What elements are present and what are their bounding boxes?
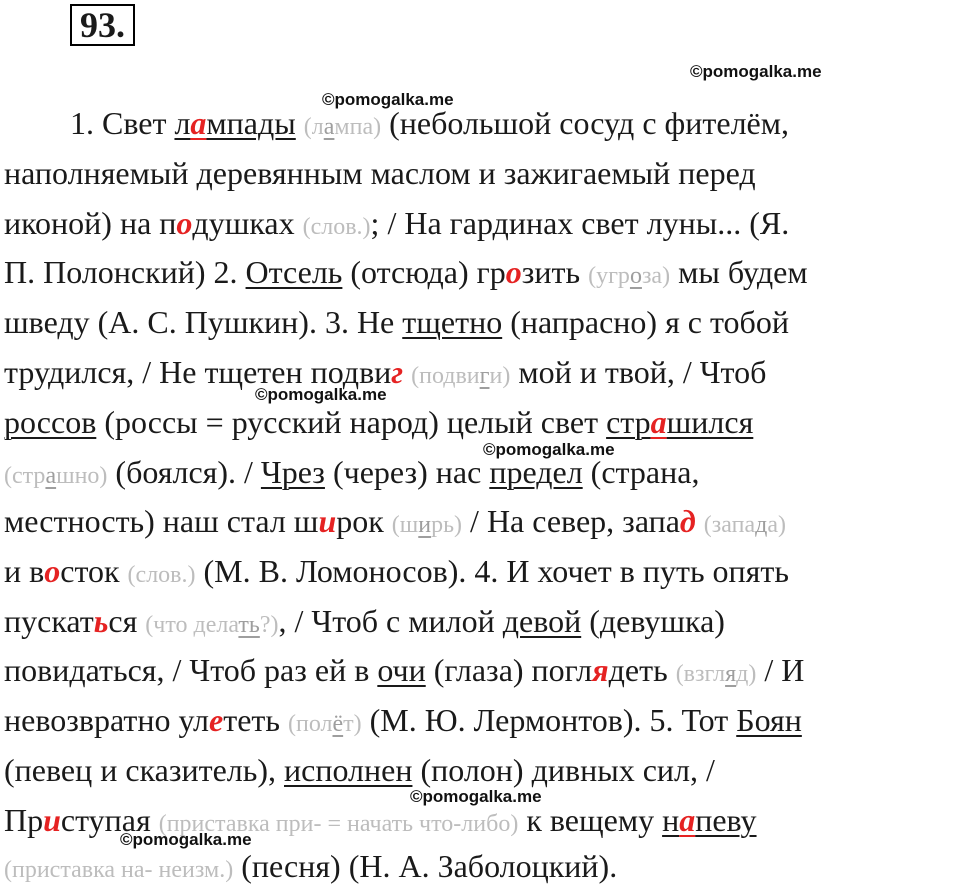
- hint-text: за): [641, 263, 671, 289]
- highlighted-letter: и: [43, 802, 61, 838]
- text-segment: сток: [60, 553, 128, 589]
- text-line: [4, 601, 725, 645]
- hint-text: (угр: [588, 263, 630, 289]
- hint-text: т): [343, 711, 362, 737]
- text-segment: (небольшой сосуд с фителём,: [381, 105, 789, 141]
- highlighted-letter: а: [679, 802, 696, 838]
- text-segment: и в: [4, 553, 45, 589]
- hint-text: (запа: [703, 512, 756, 538]
- underlined-word: россов: [4, 404, 97, 440]
- highlighted-letter: о: [505, 254, 522, 290]
- text-line: [4, 153, 756, 193]
- underlined-word: мпады: [206, 105, 296, 141]
- hint-text: д: [755, 512, 768, 538]
- text-line: [4, 252, 808, 296]
- text-segment: (отсюда) гр: [342, 254, 506, 290]
- watermark: ©pomogalka.me: [120, 830, 252, 849]
- hint-text: (приставка при- = начать что-либо): [158, 811, 519, 837]
- text-segment: (россы = русский народ) целый свет: [96, 404, 607, 440]
- highlighted-letter: ь: [93, 603, 109, 639]
- hint-text: (ш: [391, 512, 419, 538]
- hint-text: (л: [303, 114, 324, 140]
- watermark: ©pomogalka.me: [410, 787, 542, 806]
- hint-text: шно): [56, 463, 108, 489]
- hint-text: ть: [238, 612, 260, 638]
- underlined-word: л: [174, 105, 191, 141]
- text-segment: деть: [608, 652, 676, 688]
- hint-text: д): [736, 661, 757, 687]
- hint-text: а: [45, 463, 57, 489]
- hint-text: и): [489, 363, 511, 389]
- highlighted-letter: а: [650, 404, 667, 440]
- text-segment: Пр: [4, 802, 44, 838]
- text-line: [4, 452, 699, 496]
- text-line: [4, 501, 786, 545]
- text-segment: невозвратно ул: [4, 702, 210, 738]
- text-segment: пускат: [4, 603, 94, 639]
- highlighted-letter: о: [176, 205, 193, 241]
- text-segment: (полон) дивных сил, /: [412, 752, 715, 788]
- text-segment: (М. В. Ломоносов). 4. И хочет в путь опять: [195, 553, 789, 589]
- text-segment: , / Чтоб с милой: [278, 603, 503, 639]
- watermark: ©pomogalka.me: [690, 62, 822, 81]
- hint-text: ?): [259, 612, 279, 638]
- underlined-word: Чрез: [260, 454, 325, 490]
- text-segment: (М. Ю. Лермонтов). 5. Тот: [361, 702, 737, 738]
- text-segment: (девушка): [581, 603, 725, 639]
- underlined-word: девой: [502, 603, 582, 639]
- underlined-word: предел: [489, 454, 583, 490]
- text-segment: повидаться, / Чтоб раз ей в: [4, 652, 378, 688]
- hint-text: мпа): [334, 114, 382, 140]
- text-segment: мой и твой, / Чтоб: [510, 354, 767, 390]
- hint-text: ё: [332, 711, 344, 737]
- text-segment: [296, 105, 304, 141]
- text-segment: (песня) (Н. А. Заболоцкий).: [233, 848, 618, 884]
- highlighted-letter: д: [679, 503, 696, 539]
- text-segment: наполняемый деревянным маслом и зажигаемый перед: [4, 155, 756, 191]
- text-segment: (напрасно) я с тобой: [502, 304, 789, 340]
- text-segment: ступая: [60, 802, 159, 838]
- highlighted-letter: о: [44, 553, 61, 589]
- hint-text: (приставка на- неизм.): [4, 857, 234, 883]
- hint-text: (слов.): [127, 562, 196, 588]
- underlined-word: певу: [695, 802, 757, 838]
- text-line: [70, 103, 789, 147]
- hint-text: (подви: [411, 363, 480, 389]
- text-segment: мы будем: [670, 254, 808, 290]
- text-segment: 1. Свет: [70, 105, 175, 141]
- underlined-word: исполнен: [284, 752, 413, 788]
- highlighted-letter: а: [190, 105, 207, 141]
- underlined-word: тщетно: [402, 304, 503, 340]
- hint-text: рь): [431, 512, 463, 538]
- text-segment: местность) наш стал ш: [4, 503, 319, 539]
- text-segment: зить: [521, 254, 589, 290]
- text-line: [4, 352, 766, 396]
- underlined-word: шился: [666, 404, 754, 440]
- hint-text: г: [479, 363, 490, 389]
- text-segment: (глаза) погл: [425, 652, 593, 688]
- underlined-word: н: [662, 802, 680, 838]
- text-segment: душках: [192, 205, 303, 241]
- hint-text: а: [323, 114, 335, 140]
- text-segment: (страна,: [582, 454, 700, 490]
- text-segment: (через) нас: [324, 454, 490, 490]
- text-segment: иконой) на п: [4, 205, 177, 241]
- text-line: [4, 551, 789, 595]
- highlighted-letter: и: [318, 503, 337, 539]
- underlined-word: Боян: [736, 702, 802, 738]
- highlighted-letter: е: [209, 702, 224, 738]
- underlined-word: Отсель: [245, 254, 343, 290]
- hint-text: я: [725, 661, 737, 687]
- exercise-number: 93.: [70, 4, 135, 46]
- text-segment: / И: [756, 652, 805, 688]
- hint-text: (стр: [4, 463, 46, 489]
- text-segment: (певец и сказитель),: [4, 752, 284, 788]
- hint-text: а): [767, 512, 786, 538]
- highlighted-letter: г: [391, 354, 404, 390]
- text-segment: [696, 503, 704, 539]
- underlined-word: очи: [377, 652, 426, 688]
- text-line: [4, 402, 753, 442]
- text-segment: / На север, запа: [462, 503, 680, 539]
- text-line: [4, 750, 715, 790]
- hint-text: и: [418, 512, 432, 538]
- text-segment: трудился, / Не тщетен подви: [4, 354, 392, 390]
- hint-text: (слов.): [302, 214, 371, 240]
- text-line: [4, 846, 617, 890]
- hint-text: о: [629, 263, 642, 289]
- watermark: ©pomogalka.me: [322, 90, 454, 109]
- text-segment: теть: [223, 702, 288, 738]
- text-segment: (боялся). /: [107, 454, 261, 490]
- watermark: ©pomogalka.me: [483, 440, 615, 459]
- text-segment: ся: [108, 603, 146, 639]
- text-line: [4, 203, 789, 247]
- hint-text: (пол: [287, 711, 333, 737]
- text-segment: ; / На гардинах свет луны... (Я.: [370, 205, 790, 241]
- text-line: [4, 800, 757, 844]
- text-segment: к вещему: [518, 802, 663, 838]
- text-segment: [403, 354, 411, 390]
- highlighted-letter: я: [592, 652, 609, 688]
- watermark: ©pomogalka.me: [255, 385, 387, 404]
- text-line: [4, 700, 802, 744]
- text-line: [4, 650, 804, 694]
- hint-text: (взгл: [675, 661, 726, 687]
- text-line: [4, 302, 789, 342]
- text-segment: шведу (А. С. Пушкин). 3. Не: [4, 304, 403, 340]
- text-segment: П. Полонский) 2.: [4, 254, 246, 290]
- underlined-word: стр: [606, 404, 651, 440]
- text-segment: рок: [336, 503, 392, 539]
- hint-text: (что дела: [145, 612, 239, 638]
